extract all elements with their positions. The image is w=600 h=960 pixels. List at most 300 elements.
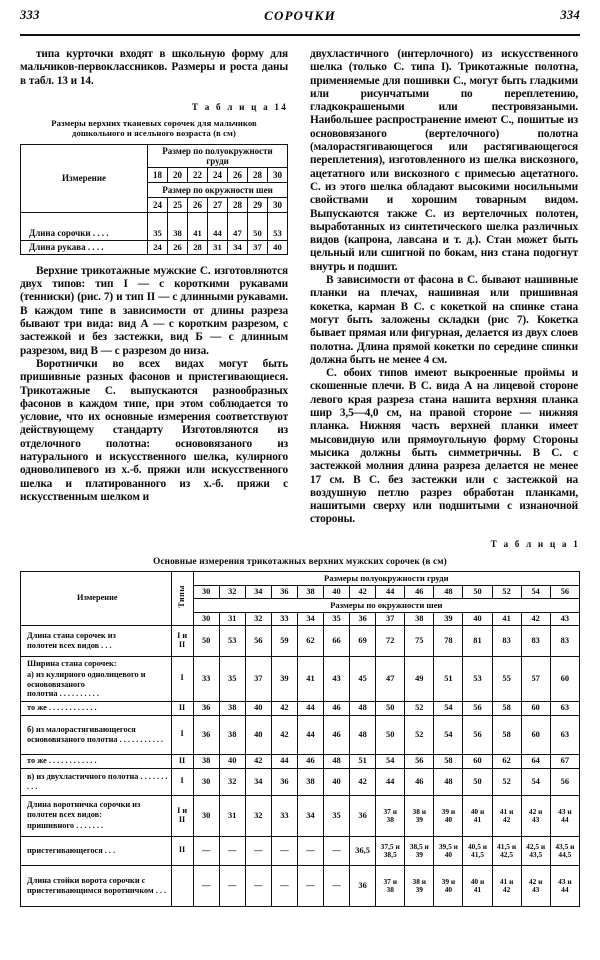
table1-cell (434, 865, 463, 906)
table1-row-label-line: а) из кулирного однолицевого и основовязаного (27, 670, 146, 689)
table1-cell: 62 (492, 754, 521, 768)
table1-chest-size: 44 (376, 585, 405, 598)
table1-neck-size: 37 (376, 612, 405, 625)
table1-cell: 83 (550, 625, 579, 656)
table1-cell: — (297, 836, 323, 865)
table1-cell: 40 (219, 754, 245, 768)
page-title: СОРОЧКИ (264, 8, 336, 23)
table14-neck-size: 24 (148, 197, 168, 212)
table1-cell: 75 (405, 625, 434, 656)
table1-cell: 83 (492, 625, 521, 656)
table14-chest-size: 28 (247, 167, 267, 182)
table1-row-label (21, 754, 172, 768)
table1-cell: 57 (521, 656, 550, 701)
table1-cell: 58 (434, 754, 463, 768)
table1-cell: 35 (324, 795, 350, 836)
table1-row (21, 754, 580, 768)
table1-cell-line: 38 и (412, 806, 427, 816)
table1-cell-line: 42,5 и (526, 841, 546, 851)
table1-cell-line: 38,5 (383, 849, 397, 859)
table1-cell-line: 42 (502, 884, 511, 894)
table1-cell: 56 (550, 768, 579, 795)
table1-chest-size: 40 (324, 585, 350, 598)
folio-right: 334 (560, 8, 580, 22)
table1-cell-line: 38 (386, 884, 394, 894)
table1-chest-group-label: Размеры полуокружности груди (193, 571, 579, 585)
table1-cell (550, 865, 579, 906)
table1-cell: 43 (324, 656, 350, 701)
table1-cell-line: 40 (444, 849, 453, 859)
table14-row (21, 227, 288, 241)
table14-cell: 37 (247, 240, 267, 254)
table14-chest-size: 30 (267, 167, 287, 182)
table1-cell: 46 (324, 701, 350, 715)
table1-row (21, 836, 580, 865)
table1-type-line: I и (177, 630, 188, 640)
table1-type-header (171, 571, 193, 625)
table1-cell: 36 (193, 715, 219, 754)
table1-type-line: I (180, 673, 184, 683)
table1-cell (405, 836, 434, 865)
table1-cell: 42 (271, 715, 297, 754)
table14-neck-size: 30 (267, 197, 287, 212)
table1-cell: 48 (434, 768, 463, 795)
table14-chest-size: 22 (188, 167, 208, 182)
table1-cell: 64 (521, 754, 550, 768)
table1-cell-line: 38 (386, 814, 394, 824)
table1-neck-size: 40 (463, 612, 492, 625)
table1-type-cell (171, 715, 193, 754)
table1-cell: 38 (193, 754, 219, 768)
table1-cell: 55 (492, 656, 521, 701)
table1-neck-size: 33 (271, 612, 297, 625)
table1-cell (463, 836, 492, 865)
table1-cell (434, 795, 463, 836)
table1-cell (521, 865, 550, 906)
table1-cell-line: 44 (561, 814, 569, 824)
table1-cell: 58 (492, 715, 521, 754)
table1-row-label (21, 701, 172, 715)
table1-cell: 54 (521, 768, 550, 795)
table14-spacer-cell (188, 212, 208, 227)
table1-row-label-line: Длина стойки ворота сорочки с пристегивающимся воротничком . . . (27, 876, 167, 895)
table1-row-label (21, 768, 172, 795)
table1-cell-line: 40 и (470, 876, 485, 886)
table1-neck-size: 41 (492, 612, 521, 625)
table1-type-line: II (178, 639, 186, 649)
table1-cell: 60 (550, 656, 579, 701)
table1-cell-line: 37 и (383, 876, 397, 886)
table14-spacer-label (21, 212, 148, 227)
table1-cell (463, 865, 492, 906)
table1-cell: 81 (463, 625, 492, 656)
table1-cell: 44 (297, 715, 323, 754)
table1-cell: 30 (193, 795, 219, 836)
table1-neck-size: 42 (521, 612, 550, 625)
table1-neck-size: 39 (434, 612, 463, 625)
table1-cell-line: 42 и (528, 806, 543, 816)
table1-chest-size: 36 (271, 585, 297, 598)
table1-cell: 51 (434, 656, 463, 701)
table14-caption (20, 118, 288, 139)
table1-cell (376, 795, 405, 836)
table14-caption-line2: дошкольного и ясельного возраста (в см) (72, 128, 236, 139)
table1-header-row-1 (21, 571, 580, 585)
table1-cell: 37 (245, 656, 271, 701)
table1-cell: 30 (193, 768, 219, 795)
table1-cell-line: 42,5 (500, 849, 514, 859)
table1-cell: 33 (271, 795, 297, 836)
table14-number: Т а б л и ц а 14 (191, 101, 288, 112)
table1-cell-line: 41 (473, 884, 482, 894)
table1-block (20, 539, 580, 907)
table14-cell: 28 (188, 240, 208, 254)
table1-cell (550, 836, 579, 865)
table1-cell: 56 (463, 701, 492, 715)
table1-chest-size: 38 (297, 585, 323, 598)
table1-cell-line: 38 и (412, 876, 427, 886)
table14-cell: 38 (168, 227, 188, 241)
table1-neck-size: 35 (324, 612, 350, 625)
table1-row-label-line: Длина стана сорочек из (27, 631, 116, 641)
table1-chest-size: 42 (350, 585, 376, 598)
table14-spacer-cell (267, 212, 287, 227)
table1-cell-line: 39,5 и (438, 841, 458, 851)
table1-cell-line: 37,5 и (380, 841, 400, 851)
table1-cell-line: 40,5 и (467, 841, 487, 851)
table1-cell (521, 836, 550, 865)
table1-cell (376, 865, 405, 906)
table1-cell: 78 (434, 625, 463, 656)
table1-row-label (21, 715, 172, 754)
table1-row-label-line: б) из малорастягивающегося основовязаного полотна . . . . . . . . . . . (27, 725, 164, 744)
table1-cell: 54 (434, 715, 463, 754)
table1-row-label (21, 836, 172, 865)
table1-row (21, 865, 580, 906)
table1-cell-line: 42 (502, 814, 511, 824)
table1-cell (492, 795, 521, 836)
table1-row-label-line: в) из двухластичного полотна . . . . . . . . . . (27, 772, 168, 791)
table1-chest-size: 48 (434, 585, 463, 598)
table1-cell: 47 (376, 656, 405, 701)
table1-cell: 62 (297, 625, 323, 656)
table1-chest-size: 34 (245, 585, 271, 598)
table1-cell: 42 (245, 754, 271, 768)
table1-cell: — (271, 865, 297, 906)
table14-row-label: Длина рукава . . . . (21, 240, 148, 254)
table1-cell-line: 41,5 (471, 849, 484, 859)
table1-cell: 52 (492, 768, 521, 795)
table1-cell: 50 (376, 701, 405, 715)
table1-cell: — (193, 836, 219, 865)
table14-cell: 40 (267, 240, 287, 254)
table14-caption-line1: Размеры верхних тканевых сорочек для мальчиков (51, 117, 257, 128)
table1-cell-line: 39 (415, 849, 423, 859)
left-column (20, 48, 288, 527)
left-paragraph-2: Верхние трикотажные мужские С. изготовляются двух типов: тип I — с короткими рукавами (тенниски) (рис. 7) и тип II — с длинными рукавами. В каждом типе в зависимости от длины разреза бывают три вида: вид А — с коротким разрезом, с застежкой и без застежки, вид Б — с длинным разрезом, вид В — с разрезом до низа. (20, 264, 288, 357)
table1-cell: 53 (219, 625, 245, 656)
table1-cell: 69 (350, 625, 376, 656)
table14-spacer-cell (148, 212, 168, 227)
table1-cell: 36 (193, 701, 219, 715)
table1-cell: 31 (219, 795, 245, 836)
table1-cell: 50 (376, 715, 405, 754)
table1-cell: 48 (350, 701, 376, 715)
two-column-body (20, 48, 580, 527)
table14-neck-size: 26 (188, 197, 208, 212)
table1-cell (405, 865, 434, 906)
table14 (20, 144, 288, 255)
right-paragraph-1: двухластичного (интерлочного) из искусственного шелка (только С. типа I). Трикотажные полотна, применяемые для пошивки С., могут быть гладкими или рисунчатыми по переплетению, гладкокрашеными или пестровязаными. Наибольшее распространение имеют С., пошитые из основовязаного (вертелочного) полотна (малорастягивающегося или растягивающегося переплетения), изготовленного из шелка вискозного, ацетатного или вискозного с примесью ацетатного. С. из этого шелка обладают высокими носильными свойствами и хорошим товарным видом. Выпускаются также С. из вертелочных полотен, выработанных из синтетического шелка различных видов (капрона, лавсана и т. д.). Стан может быть цельный или сшигной по бокам, низ стана подогнут внутрь и подшит. (310, 48, 578, 273)
table1-chest-size: 54 (521, 585, 550, 598)
table1-cell-line: 40 (444, 814, 453, 824)
right-paragraph-3: С. обоих типов имеют выкроенные проймы и скошенные плечи. В С. вида А на лицевой стороне левого края разреза стана нашита верхняя планка шир 3,5—4,0 см, на правой стороне — нижняя планка. Нижняя часть верхней планки имеет мысовидную или прямоугольную форму Стороны мысика должны быть симметричны. В С. с застежкой молния длина разреза делается не менее 17 см. В С. без застежки или с застежкой на воздушную петлю разрез обработан планками, нашитыми сверху или подшитыми с изнаночной стороны. (310, 367, 578, 526)
table1-type-cell (171, 701, 193, 715)
table14-spacer-row (21, 212, 288, 227)
table1-row-label (21, 795, 172, 836)
left-paragraph-3: Воротнички во всех видах могут быть пришивные разных фасонов и пристегивающиеся. Трикотажные С. выпускаются разнообразных фасонов в каждом типе, при этом соблюдается то условие, что их основные измерения соответствуют действующему стандарту Изготовляются из отделочного полотна: основовязаного из натурального и искусственного шелка, кулирного одноволипевого из х.-б. пряжи или искусственного шелка и платированного из х.-б. пряжи с искусственным шелком и (20, 357, 288, 503)
table1-type-line: II (178, 845, 186, 855)
table1-cell: 38 (219, 715, 245, 754)
table1-cell-line: 40 (444, 884, 453, 894)
table1-row (21, 795, 580, 836)
left-paragraph-1: типа курточки входят в школьную форму для мальчиков-первоклассников. Размеры и роста даны в табл. 13 и 14. (20, 48, 288, 87)
table1-row (21, 656, 580, 701)
table1-type-line: I (180, 729, 184, 739)
table14-cell: 26 (168, 240, 188, 254)
table1-type-cell (171, 836, 193, 865)
table1-cell (463, 795, 492, 836)
table1-cell: 54 (376, 754, 405, 768)
table1-cell-line: 41 (473, 814, 482, 824)
table14-row-label: Длина сорочки . . . . (21, 227, 148, 241)
table1-cell: 44 (271, 754, 297, 768)
table1-cell: 45 (350, 656, 376, 701)
table14-cell: 34 (227, 240, 247, 254)
table1-cell: 60 (463, 754, 492, 768)
table1-neck-size: 36 (350, 612, 376, 625)
table14-cell: 41 (188, 227, 208, 241)
table1-cell: 51 (350, 754, 376, 768)
table1-cell-line: 39 и (441, 806, 456, 816)
table1-cell: 40 (324, 768, 350, 795)
table1-neck-size: 38 (405, 612, 434, 625)
table1-cell (550, 795, 579, 836)
table1-cell: 39 (271, 656, 297, 701)
running-head (20, 8, 580, 36)
table1-cell (405, 795, 434, 836)
table1-chest-size: 46 (405, 585, 434, 598)
table1-cell: 48 (350, 715, 376, 754)
table1-cell: 56 (245, 625, 271, 656)
table1-cell: 59 (271, 625, 297, 656)
table14-cell: 24 (148, 240, 168, 254)
table1-cell (492, 836, 521, 865)
table14-cell: 35 (148, 227, 168, 241)
table1-chest-size: 56 (550, 585, 579, 598)
table1-type-line: II (178, 814, 186, 824)
table1-cell: 36 (350, 865, 376, 906)
table1-type-cell (171, 656, 193, 701)
table1-cell (521, 795, 550, 836)
table1-cell-line: 43 и (558, 876, 572, 886)
table14-chest-size: 20 (168, 167, 188, 182)
table1-cell-line: 43 (531, 884, 540, 894)
table1-neck-size: 43 (550, 612, 579, 625)
table1-number: Т а б л и ц а 1 (490, 538, 580, 549)
table1-cell: 63 (550, 715, 579, 754)
table1-row (21, 625, 580, 656)
table1-cell: 60 (521, 701, 550, 715)
table1-cell: 32 (245, 795, 271, 836)
table1-neck-size: 30 (193, 612, 219, 625)
table1-cell: 34 (297, 795, 323, 836)
table1-caption: Основные измерения трикотажных верхних мужских сорочек (в см) (153, 555, 447, 566)
table1-cell-line: 43 и (558, 806, 572, 816)
table1 (20, 571, 580, 907)
table14-chest-size: 26 (227, 167, 247, 182)
table1-cell: 50 (463, 768, 492, 795)
table1-cell: 54 (434, 701, 463, 715)
table1-cell: — (324, 865, 350, 906)
table1-row-label-line: полотна . . . . . . . . . . (27, 689, 100, 699)
table14-chest-size: 18 (148, 167, 168, 182)
table1-row-label-line: полотен всех видов . . . (27, 640, 112, 650)
table1-cell: 50 (193, 625, 219, 656)
table14-cell: 44 (207, 227, 227, 241)
table1-cell: 42 (350, 768, 376, 795)
table1-cell: 34 (245, 768, 271, 795)
table1-cell: 46 (297, 754, 323, 768)
right-column (310, 48, 578, 527)
table1-section-title: Длина воротничка сорочки из полотен всех видов: (27, 800, 141, 819)
table1-cell-line: 43 (531, 814, 540, 824)
table14-cell: 47 (227, 227, 247, 241)
table1-cell-line: 44,5 (558, 849, 572, 859)
table1-cell: 67 (550, 754, 579, 768)
table1-cell: 41 (297, 656, 323, 701)
table14-chest-group-label: Размер по полуокружности груди (148, 144, 288, 167)
table1-cell: 32 (219, 768, 245, 795)
table1-chest-size: 52 (492, 585, 521, 598)
table14-neck-size: 25 (168, 197, 188, 212)
table1-row-label-line: то же . . . . . . . . . . . . (27, 756, 97, 766)
table1-cell: 72 (376, 625, 405, 656)
table1-section-title: Ширина стана сорочек: (27, 658, 117, 668)
table1-cell: 36 (271, 768, 297, 795)
table1-row (21, 715, 580, 754)
table1-cell-line: 39 (415, 814, 423, 824)
table1-cell: — (324, 836, 350, 865)
table1-row-label-line: пришивного . . . . . . . (27, 821, 104, 831)
table1-cell: 33 (193, 656, 219, 701)
table1-cell: — (245, 865, 271, 906)
table1-cell-line: 44 (561, 884, 569, 894)
table1-cell: 60 (521, 715, 550, 754)
table1-cell: 36,5 (350, 836, 376, 865)
table1-cell: — (193, 865, 219, 906)
encyclopedia-page (0, 8, 600, 960)
table1-cell: 42 (271, 701, 297, 715)
table1-cell: — (271, 836, 297, 865)
table14-spacer-cell (247, 212, 267, 227)
table1-chest-size: 32 (219, 585, 245, 598)
table14-neck-size: 28 (227, 197, 247, 212)
table1-cell (376, 836, 405, 865)
table1-cell (434, 836, 463, 865)
table1-neck-size: 31 (219, 612, 245, 625)
table1-cell: 83 (521, 625, 550, 656)
table1-cell-line: 41,5 и (497, 841, 517, 851)
table1-type-header-label: Типы (176, 585, 186, 609)
table1-row-label-line: пристегивающегося . . . (27, 845, 116, 855)
table1-chest-size: 50 (463, 585, 492, 598)
table1-cell-line: 43,5 и (555, 841, 575, 851)
table1-cell: 40 (245, 701, 271, 715)
table1-cell: — (245, 836, 271, 865)
table1-cell-line: 39 (415, 884, 423, 894)
table1-cell: 40 (245, 715, 271, 754)
table1-cell: 49 (405, 656, 434, 701)
table1-cell: 38 (297, 768, 323, 795)
table1-chest-size: 30 (193, 585, 219, 598)
table1-type-line: I (180, 776, 184, 786)
table14-header-row-1 (21, 144, 288, 167)
table1-cell: 44 (297, 701, 323, 715)
table1-type-cell (171, 768, 193, 795)
table14-row (21, 240, 288, 254)
table1-cell: 56 (405, 754, 434, 768)
table1-row-label (21, 656, 172, 701)
table14-neck-size: 29 (247, 197, 267, 212)
table1-cell: 52 (405, 701, 434, 715)
table1-cell: 56 (463, 715, 492, 754)
table1-type-line: II (178, 702, 186, 712)
table1-type-line: I и (177, 805, 188, 815)
right-paragraph-2: В зависимости от фасона в С. бывают нашивные планки на плечах, нашивная или пришивная кокетка, карман В С. с кокеткой на спинке стана могут быть заложены складки (рис 7). Кокетка бывает прямая или фигурная, делается из двух слоев полотна. Длина прямой кокетки по середине спинки должна быть не менее 4 см. (310, 274, 578, 366)
table1-cell: — (219, 865, 245, 906)
table1-neck-size: 34 (297, 612, 323, 625)
table1-cell-line: 43,5 (529, 849, 543, 859)
table1-row-label (21, 865, 172, 906)
folio-left: 333 (20, 8, 40, 22)
table1-row (21, 701, 580, 715)
table1-cell-line: 37 и (383, 806, 397, 816)
table1-cell-line: 41 и (499, 806, 514, 816)
table1-row-label-line: то же . . . . . . . . . . . . (27, 703, 97, 713)
table1-cell-line: 41 и (499, 876, 514, 886)
table14-spacer-cell (207, 212, 227, 227)
table1-measure-header: Измерение (21, 571, 172, 625)
table14-chest-size: 24 (207, 167, 227, 182)
table1-cell-line: 40 и (470, 806, 485, 816)
table1-cell: 63 (550, 701, 579, 715)
table14-cell: 50 (247, 227, 267, 241)
table1-cell: 66 (324, 625, 350, 656)
table1-cell: 44 (376, 768, 405, 795)
table1-type-line: II (178, 755, 186, 765)
table14-cell: 31 (207, 240, 227, 254)
table1-cell: 58 (492, 701, 521, 715)
table1-neck-size: 32 (245, 612, 271, 625)
table1-cell-line: 38,5 и (409, 841, 429, 851)
table1-row-label (21, 625, 172, 656)
table1-cell: — (297, 865, 323, 906)
table1-cell-line: 39 и (441, 876, 456, 886)
table1-cell: 46 (324, 715, 350, 754)
table1-cell: 36 (350, 795, 376, 836)
table1-cell: 46 (405, 768, 434, 795)
